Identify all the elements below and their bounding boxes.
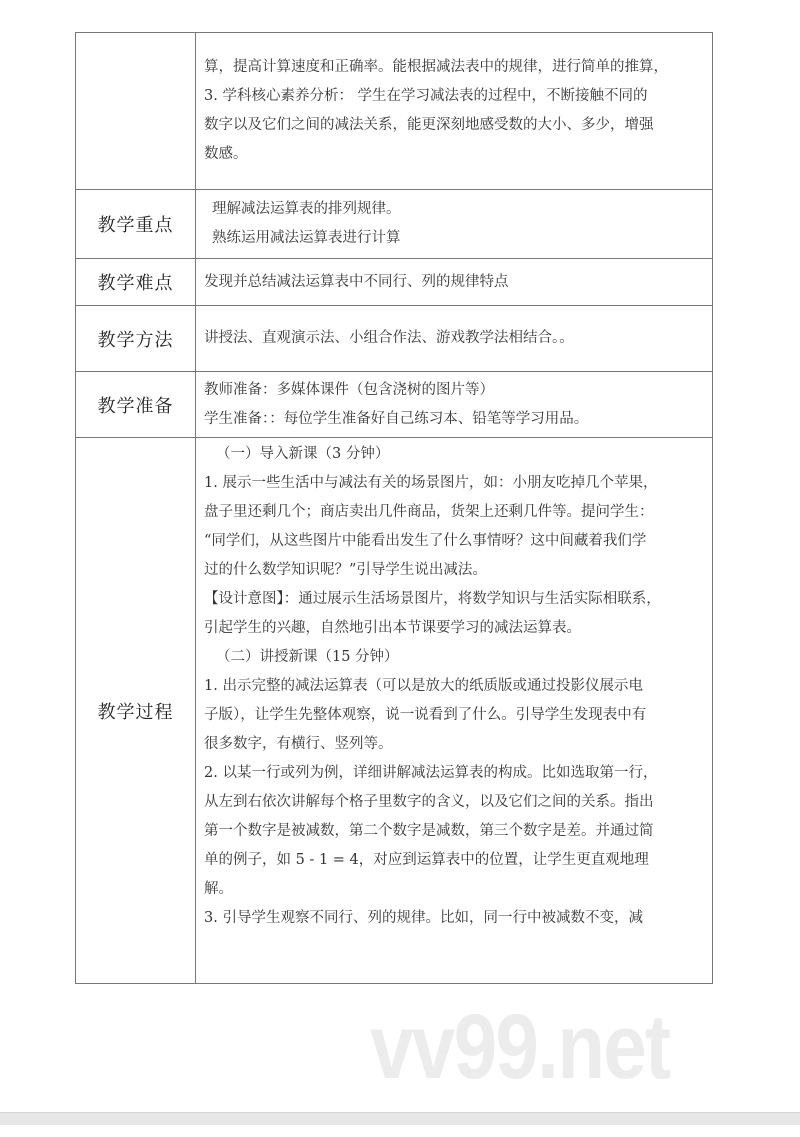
text-line: 3. 学科核心素养分析： 学生在学习减法表的过程中，不断接触不同的 [204,88,648,104]
row-difficulties [76,259,713,306]
lesson-plan-table [75,32,713,984]
text-line: （一）导入新课（3 分钟） [216,446,390,462]
text-line: “同学们，从这些图片中能看出发生了什么事情呀？这中间藏着我们学 [204,533,647,549]
page-separator [0,1112,800,1126]
text-line: 数字以及它们之间的减法关系，能更深刻地感受数的大小、多少，增强 [204,117,654,133]
row-label: 教学方法 [76,306,196,372]
row-content [196,372,713,438]
text-line: 引起学生的兴趣，自然地引出本节课要学习的减法运算表。 [204,620,581,636]
text-line: 很多数字，有横行、竖列等。 [204,736,393,752]
text-line: 教师准备：多媒体课件（包含浇树的图片等） [204,381,494,398]
text-line: （二）讲授新课（15 分钟） [216,649,399,665]
text-line: 第一个数字是被减数，第二个数字是减数，第三个数字是差。并通过简 [204,823,654,839]
row-label [76,33,196,190]
text-line: 2. 以某一行或列为例，详细讲解减法运算表的构成。比如选取第一行， [204,765,658,781]
row-preparation [76,372,713,438]
text-line: 单的例子，如 5 - 1 = 4，对应到运算表中的位置，让学生更直观地理 [204,852,649,868]
text-line: 讲授法、直观演示法、小组合作法、游戏教学法相结合。。 [204,330,574,346]
text-line: 从左到右依次讲解每个格子里数字的含义，以及它们之间的关系。指出 [204,794,654,810]
row-label: 教学难点 [76,259,196,306]
row-label: 教学过程 [76,438,196,984]
row-key-points [76,190,713,259]
text-line: 学生准备：：每位学生准备好自己练习本、铅笔等学习用品。 [204,410,589,427]
text-line: 熟练运用减法运算表进行计算 [212,230,401,246]
row-objectives-continued [76,33,713,190]
text-line: 1. 展示一些生活中与减法有关的场景图片，如：小朋友吃掉几个苹果， [204,475,658,491]
row-label: 教学重点 [76,190,196,259]
text-line: 算，提高计算速度和正确率。能根据减法表中的规律，进行简单的推算， [204,59,668,75]
text-line: 数感。 [204,146,248,162]
row-content [196,306,713,372]
row-content [196,438,713,984]
row-methods [76,306,713,372]
row-content [196,33,713,190]
text-line: 理解减法运算表的排列规律。 [212,201,401,217]
row-process [76,438,713,984]
text-line: 3. 引导学生观察不同行、列的规律。比如，同一行中被减数不变，减 [204,910,643,926]
row-label: 教学准备 [76,372,196,438]
text-line: 子版），让学生先整体观察，说一说看到了什么。引导学生发现表中有 [204,707,647,723]
text-line: 解。 [204,881,233,897]
text-line: 【设计意图】：通过展示生活场景图片，将数学知识与生活实际相联系， [204,591,661,607]
row-content [196,190,713,259]
watermark: vv99.net [370,996,670,1098]
text-line: 发现并总结减法运算表中不同行、列的规律特点 [204,273,509,290]
text-line: 1. 出示完整的减法运算表（可以是放大的纸质版或通过投影仪展示电 [204,678,643,694]
next-page [0,1125,800,1137]
row-content [196,259,713,306]
text-line: 盘子里还剩几个；商店卖出几件商品，货架上还剩几件等。提问学生： [204,504,654,520]
text-line: 过的什么数学知识呢？”引导学生说出减法。 [204,562,487,578]
